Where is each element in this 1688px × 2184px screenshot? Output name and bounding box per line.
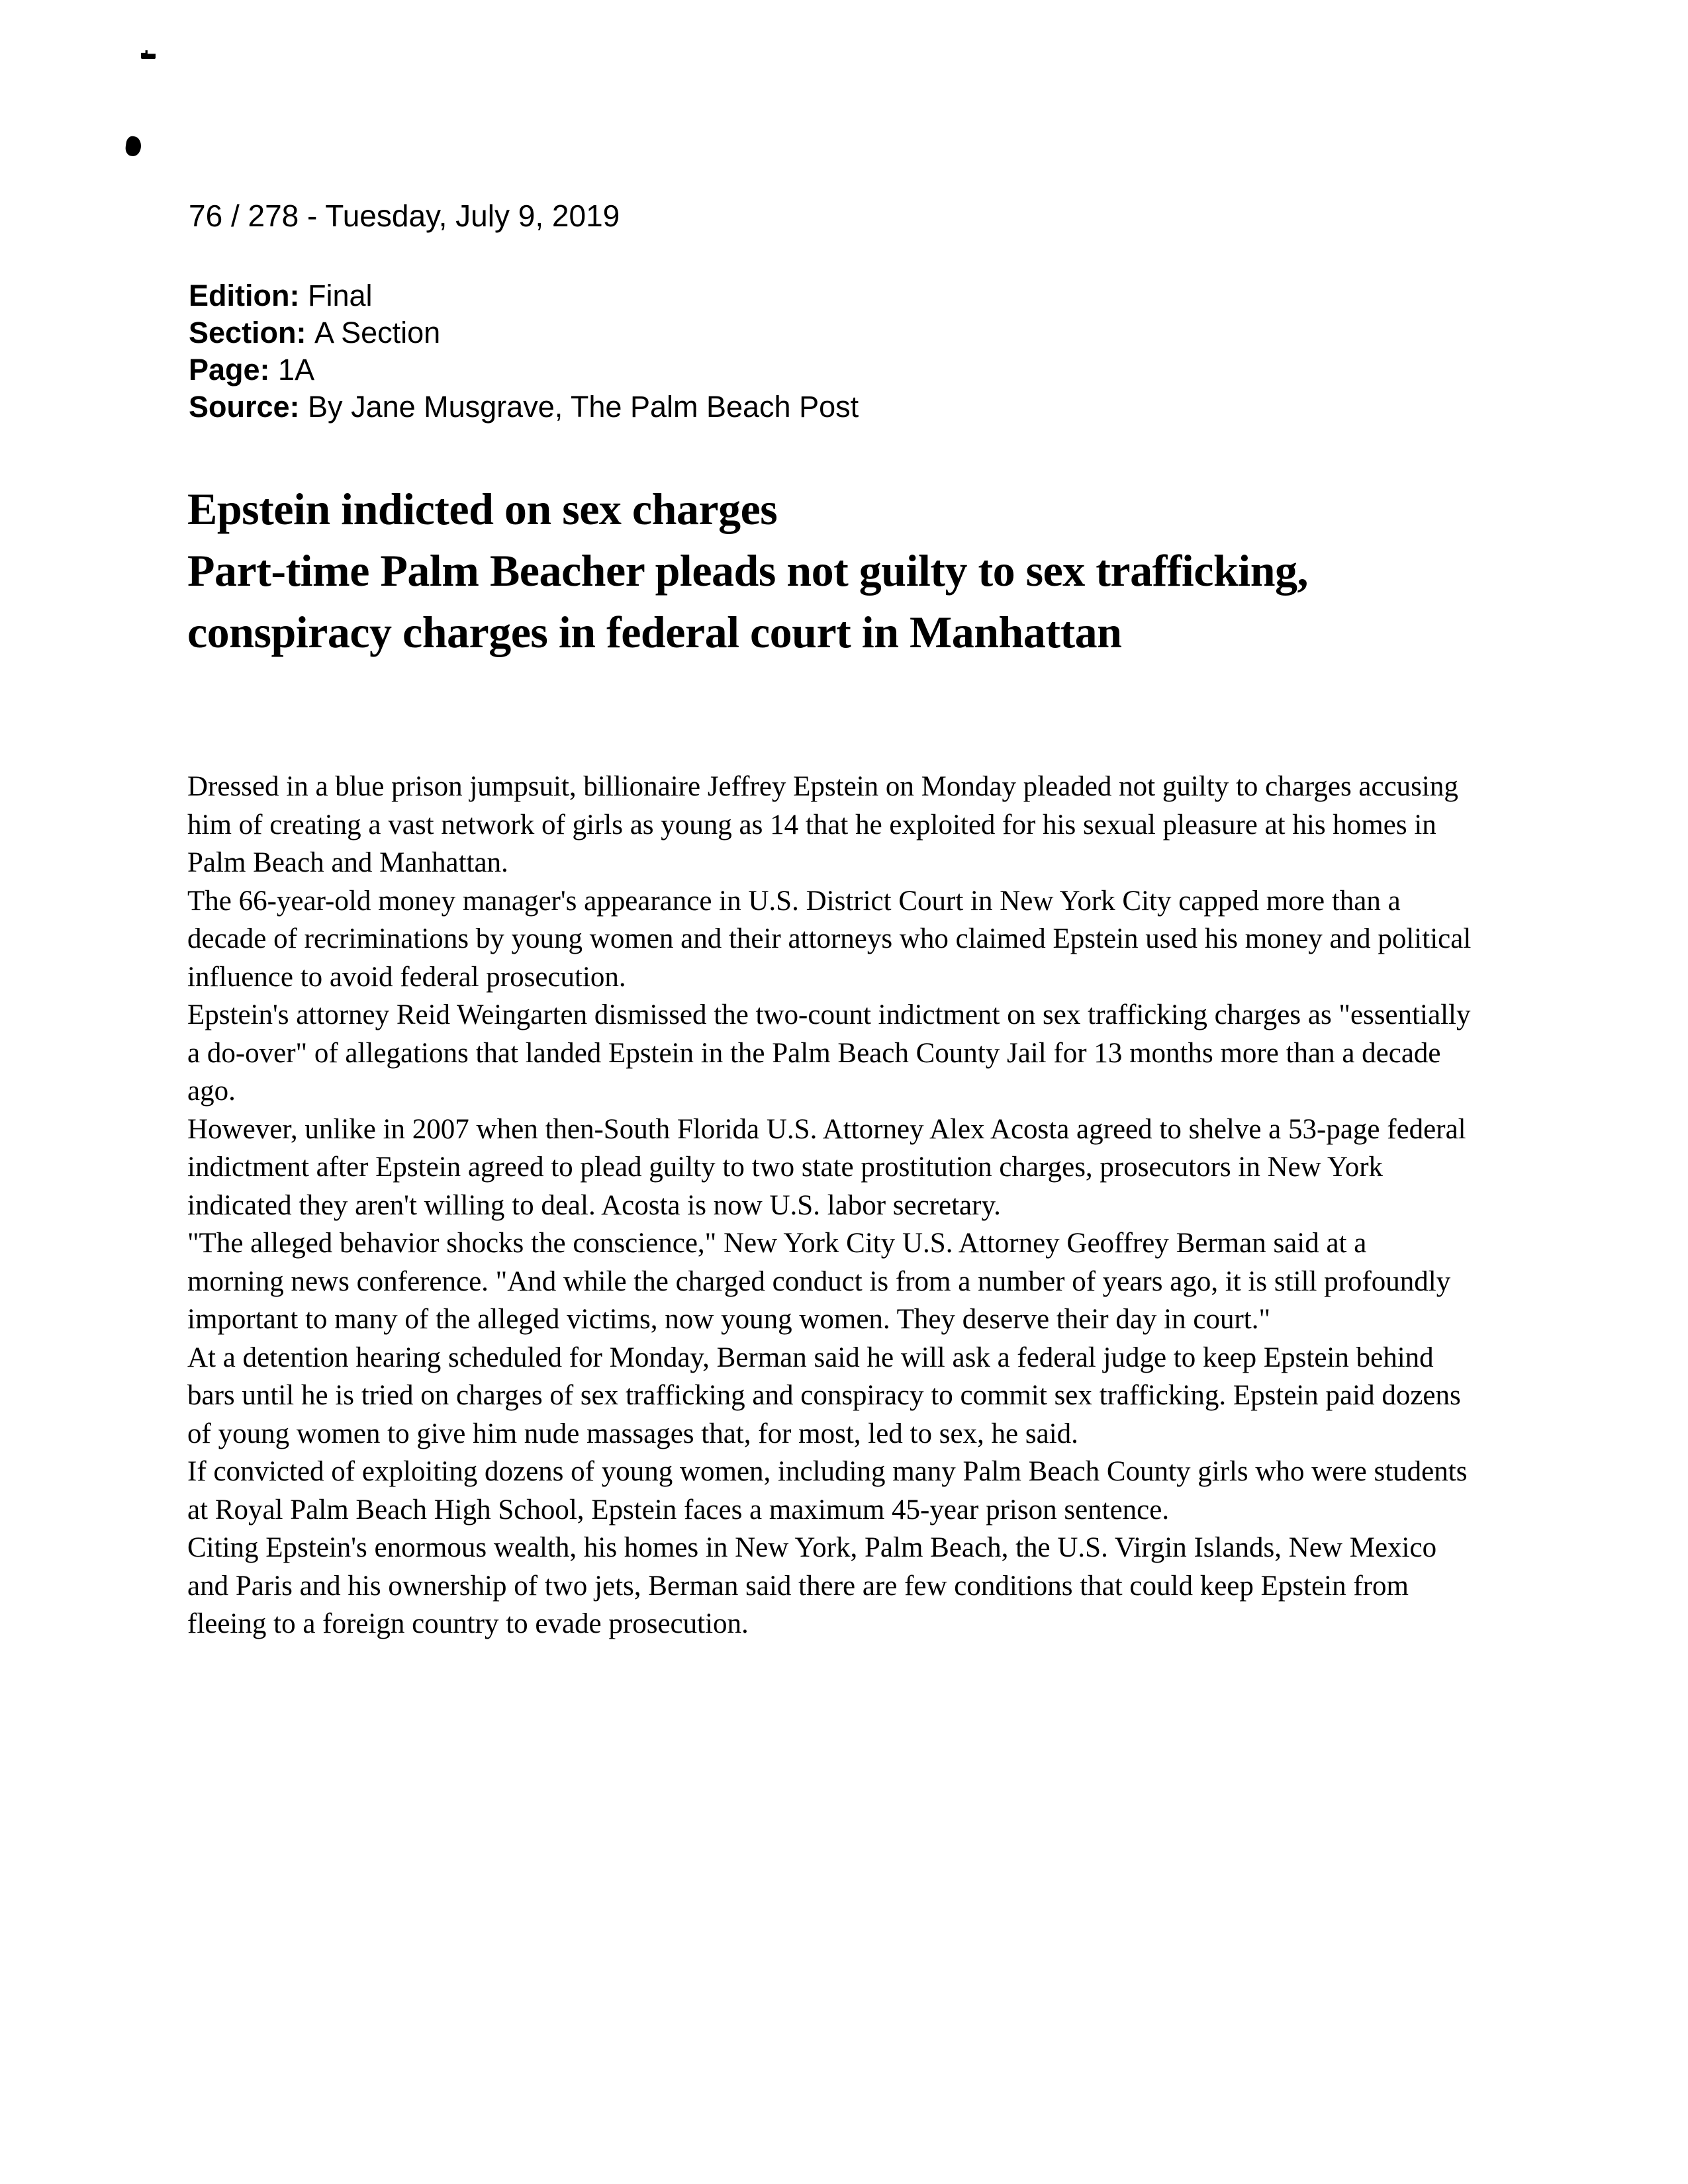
article-paragraph: However, unlike in 2007 when then-South Florida U.S. Attorney Alex Acosta agreed to shelve a 53-page federal indictment after Epstein agreed to plead guilty to two state prostitution charges, prosecutors in New York indicated they aren't willing to deal. Acosta is now U.S. labor secretary.	[187, 1113, 1466, 1221]
article-paragraph: "The alleged behavior shocks the conscience," New York City U.S. Attorney Geoffrey Berman said at a	[187, 1228, 1367, 1259]
headline: Epstein indicted on sex charges	[187, 484, 778, 534]
article-paragraph: At a detention hearing scheduled for Monday, Berman said he will ask a federal judge to keep Epstein behind bars until he is tried on charges of sex trafficking and conspiracy to commit sex trafficking. Epstein paid dozens of young women to give him nude massages that, for most, led to sex, he said.	[187, 1342, 1461, 1449]
scan-artifact	[141, 50, 156, 59]
meta-field-label: Edition:	[189, 279, 308, 312]
meta-fields	[189, 277, 859, 426]
meta-field	[189, 351, 859, 388]
headline-block	[187, 478, 1372, 663]
subheadline: Part-time Palm Beacher pleads not guilty to sex trafficking, conspiracy charges in federal court in Manhattan	[187, 545, 1309, 657]
article-paragraph: If convicted of exploiting dozens of young women, including many Palm Beach County girls who were students at Royal Palm Beach High School, Epstein faces a maximum 45-year prison sentence.	[187, 1456, 1468, 1525]
meta-field-value: A Section	[314, 316, 441, 349]
meta-field-value: By Jane Musgrave, The Palm Beach Post	[308, 390, 859, 424]
article-paragraph: Dressed in a blue prison jumpsuit, billionaire Jeffrey Epstein on Monday pleaded not guilty to charges accusing him of creating a vast network of girls as young as 14 that he exploited for his sexual pleasure at his homes in Palm Beach and Manhattan.	[187, 771, 1458, 878]
meta-field-label: Page:	[189, 353, 279, 387]
article-paragraph: Epstein's attorney Reid Weingarten dismissed the two-count indictment on sex trafficking charges as "essentially a do-over" of allegations that landed Epstein in the Palm Beach County Jail for 13 months more than a decade ago.	[187, 999, 1471, 1107]
meta-field-label: Source:	[189, 390, 308, 424]
scan-artifact	[124, 136, 142, 158]
meta-field-value: 1A	[278, 353, 315, 387]
meta-field-label: Section:	[189, 316, 315, 349]
meta-field-value: Final	[307, 279, 373, 312]
article-paragraph: The 66-year-old money manager's appearance in U.S. District Court in New York City capped more than a decade of recriminations by young women and their attorneys who claimed Epstein used his money and political influence to avoid federal prosecution.	[187, 885, 1472, 993]
page-index-date: 76 / 278 - Tuesday, July 9, 2019	[189, 199, 620, 233]
article-paragraph: morning news conference. "And while the charged conduct is from a number of years ago, it is still profoundly important to many of the alleged victims, now young women. They deserve their day in court."	[187, 1265, 1451, 1335]
meta-field	[189, 277, 859, 314]
meta-field	[189, 388, 859, 426]
article-paragraph: Citing Epstein's enormous wealth, his homes in New York, Palm Beach, the U.S. Virgin Islands, New Mexico and Paris and his ownership of two jets, Berman said there are few conditions that could keep Epstein from fleeing to a foreign country to evade prosecution.	[187, 1532, 1437, 1639]
article-body	[187, 768, 1472, 1643]
meta-field	[189, 314, 859, 351]
